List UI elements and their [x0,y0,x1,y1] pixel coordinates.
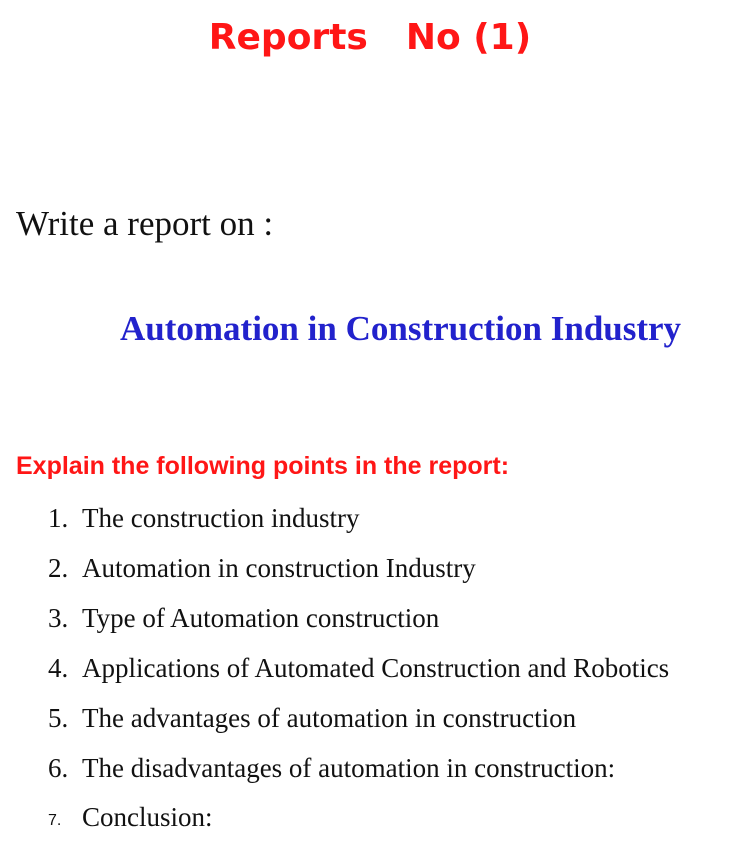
list-item-text: Type of Automation construction [82,603,440,633]
report-prompt: Write a report on : [16,204,274,243]
list-item-number: 2. [48,553,69,583]
report-number: No (1) [405,17,532,58]
list-item [0,648,740,688]
list-item-text: The construction industry [82,503,360,533]
list-item-number: 1. [48,503,69,533]
report-topic: Automation in Construction Industry [120,309,682,348]
list-item-number: 5. [48,703,69,733]
list-item-text: Applications of Automated Construction and Robotics [82,653,670,683]
report-title [0,14,740,62]
list-item-number: 6. [48,753,69,783]
list-item [0,498,740,538]
list-item-text: The disadvantages of automation in construction: [82,753,616,783]
list-item-text: Automation in construction Industry [82,553,476,583]
list-item-number: 3. [48,603,69,633]
report-title-label: Reports [208,17,368,58]
list-item-text: The advantages of automation in construction [82,703,577,733]
list-item [0,698,740,738]
list-item-number: 7. [48,812,62,829]
list-item [0,548,740,588]
instruction-heading: Explain the following points in the report: [16,452,510,480]
list-item [0,748,740,788]
list-item-number: 4. [48,653,69,683]
list-item [0,598,740,638]
list-item [0,797,740,837]
list-item-text: Conclusion: [82,802,213,832]
